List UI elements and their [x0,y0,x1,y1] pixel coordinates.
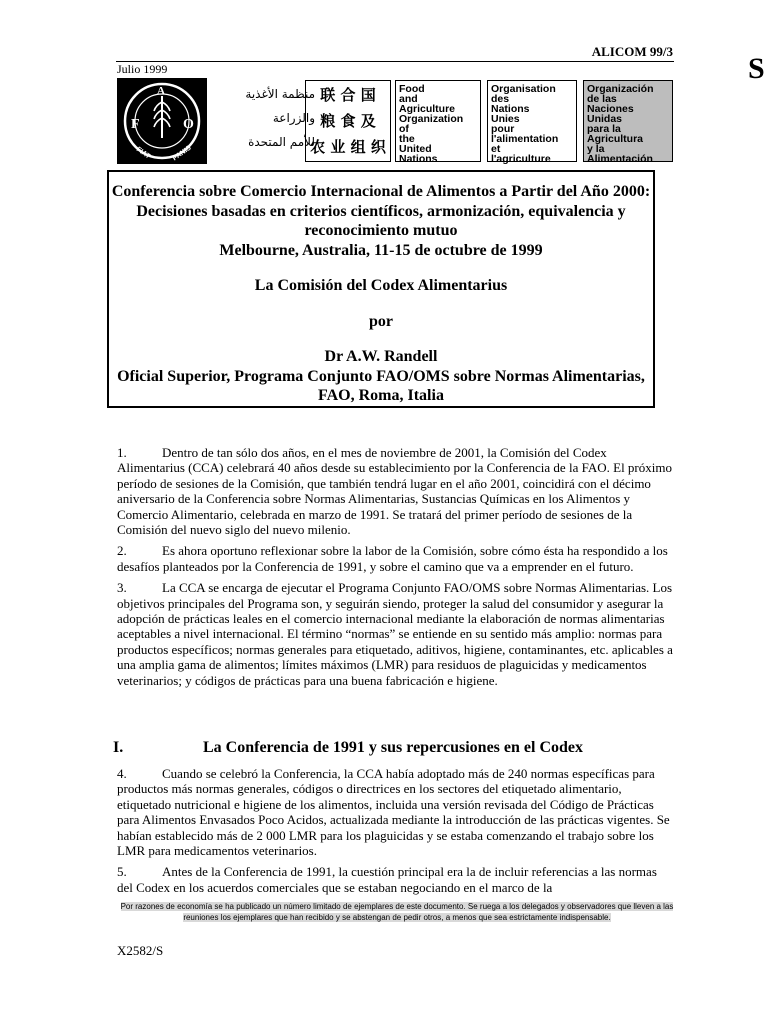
org-line: et [491,143,501,155]
chinese-line: 农 业 组 织 [310,138,386,156]
body-paragraphs-intro [117,445,675,694]
chinese-line: 联 合 国 [320,86,376,104]
org-line: Agriculture [399,103,456,115]
fao-motto-right: PANIS [171,144,193,163]
org-line: Organización [587,83,654,95]
paragraph [117,445,675,537]
fao-logo [117,78,207,164]
org-line: Unies [491,113,520,125]
chinese-line: 粮 食 及 [320,112,376,130]
job-code: X2582/S [117,943,164,958]
arabic-line: والزراعة [272,111,315,125]
org-line: Unidas [587,113,623,125]
french-name-box [487,80,577,165]
organization-logo-band [117,78,673,164]
section-title: La Conferencia de 1991 y sus repercusiones en el Codex [203,739,583,756]
language-letter: S [748,52,765,85]
org-line: l'agriculture [491,153,551,165]
arabic-name [211,82,315,160]
paragraph-number: 1. [117,445,127,460]
conference-location: Melbourne, Australia, 11-15 de octubre de 1999 [219,241,543,259]
document-date: Julio 1999 [117,62,168,76]
paragraph-number: 2. [117,543,127,559]
english-name-box [395,80,481,165]
paragraph [117,864,675,895]
fao-letter-f: F [131,117,140,132]
paragraph-text: La CCA se encarga de ejecutar el Programa Conjunto FAO/OMS sobre Normas Alimentarias. Los objetivos principales del Programa son, y seguirán siendo, proteger la salud del consumidor y asegurar la adopción de prácticas leales en el comercio internacional mediante la elaboración de normas alimentarias aceptables a nivel internacional. El término “normas” se entiende en su sentido más amplio: normas para productos específicos; normas generales para etiquetado, aditivos, higiene, contaminantes, etc. aplicables a una amplia gama de alimentos; límites máximos (LMR) para residuos de plaguicidas y medicamentos veterinarios; y códigos de prácticas para una buena fabricación e higiene. [117,580,673,688]
author-name: Dr A.W. Randell [324,348,438,365]
body-paragraphs-section [117,766,675,901]
org-line: para la [587,123,621,135]
org-line: de las [587,93,617,105]
section-heading [113,739,673,757]
org-line: y la [587,143,605,155]
conference-title: Conferencia sobre Comercio Internacional de Alimentos a Partir del Año 2000: Decisiones basadas en criterios científicos, armonización, equivalencia y reconocimiento mutuo [111,183,651,239]
spanish-name-box [583,80,673,165]
org-line: Food [399,83,425,95]
paragraph-text: Cuando se celebró la Conferencia, la CCA había adoptado más de 240 normas específicas para productos más normas generales, códigos o directrices en los sectores del etiquetado alimentario, etiquetado nutricional e higiene de los alimentos, incluida una versión revisada del Código de Prácticas para Alimentos Envasados Poco Acidos, actualizada mediante la introducción de las prácticas vigentes. Se habían establecido más de 2 000 LMR para los plaguicidas y se estaba comenzando el trabajo sobre los LMR para medicamentos veterinarios. [117,766,670,859]
fao-motto-left: FIAT [134,146,152,161]
paragraph [117,543,675,574]
org-line: des [491,93,510,105]
section-number: I. [113,739,124,756]
org-line: Organization [399,113,464,125]
paragraph-number: 5. [117,864,127,880]
org-line: Organisation [491,83,556,95]
paragraph-text: Es ahora oportuno reflexionar sobre la labor de la Comisión, sobre cómo ésta ha respondido a los desafíos planteados por la Conferencia de 1991, y sobre el camino que va a emprender en el futuro. [117,543,668,574]
arabic-line: منظمة الأغذية [245,87,315,101]
paragraph-text: Antes de la Conferencia de 1991, la cuestión principal era la de incluir referencias a las normas del Codex en los acuerdos comerciales que se estaban negociando en el marco de la [117,864,657,895]
document-code: ALICOM 99/3 [591,44,673,59]
org-line: United [399,143,432,155]
chinese-name [305,80,391,162]
paragraph-number: 4. [117,766,127,781]
fao-wheat-emblem-icon [117,78,207,164]
org-line: Nations [399,153,438,165]
by-line: por [369,312,393,330]
paragraph [117,766,675,858]
economy-footnote [117,901,677,923]
paragraph-number: 3. [117,580,127,596]
paper-title: La Comisión del Codex Alimentarius [254,277,508,294]
org-line: the [399,133,415,145]
org-line: l'alimentation [491,133,559,145]
top-rule [116,61,674,62]
title-box [107,170,655,408]
org-line: Alimentación [587,153,653,165]
paragraph [117,580,675,688]
fao-letter-a: A [157,85,165,97]
paragraph-text: Dentro de tan sólo dos años, en el mes de noviembre de 2001, la Comisión del Codex Alimentarius (CCA) celebrará 40 años desde su establecimiento por la Conferencia de la FAO. El próximo período de sesiones de la Comisión, que también tendrá lugar en el año 2001, coincidirá con el décimo aniversario de la Conferencia sobre Normas Alimentarias, Sustancias Químicas en los Alimentos y Comercio Alimentario, celebrada en marzo de 1991. Se tratará del primer período de sesiones de la Comisión del nuevo siglo del nuevo milenio. [117,445,672,538]
arabic-line: للأمم المتحدة [248,135,315,149]
org-line: of [399,123,409,135]
fao-letter-o: O [183,117,194,132]
org-line: pour [491,123,515,135]
footnote-text: Por razones de economía se ha publicado un número limitado de ejemplares de este documento. Se ruega a los delegados y observadores que lleven a las reuniones los ejemplares que han recibido y se abstengan de pedir otros, a menos que sea estrictamente indispensable. [120,902,674,922]
org-line: Agricultura [587,133,644,145]
org-line: and [399,93,418,105]
author-affiliation: Oficial Superior, Programa Conjunto FAO/OMS sobre Normas Alimentarias, FAO, Roma, Italia [117,367,645,404]
org-line: Nations [491,103,530,115]
org-line: Naciones [587,103,634,115]
